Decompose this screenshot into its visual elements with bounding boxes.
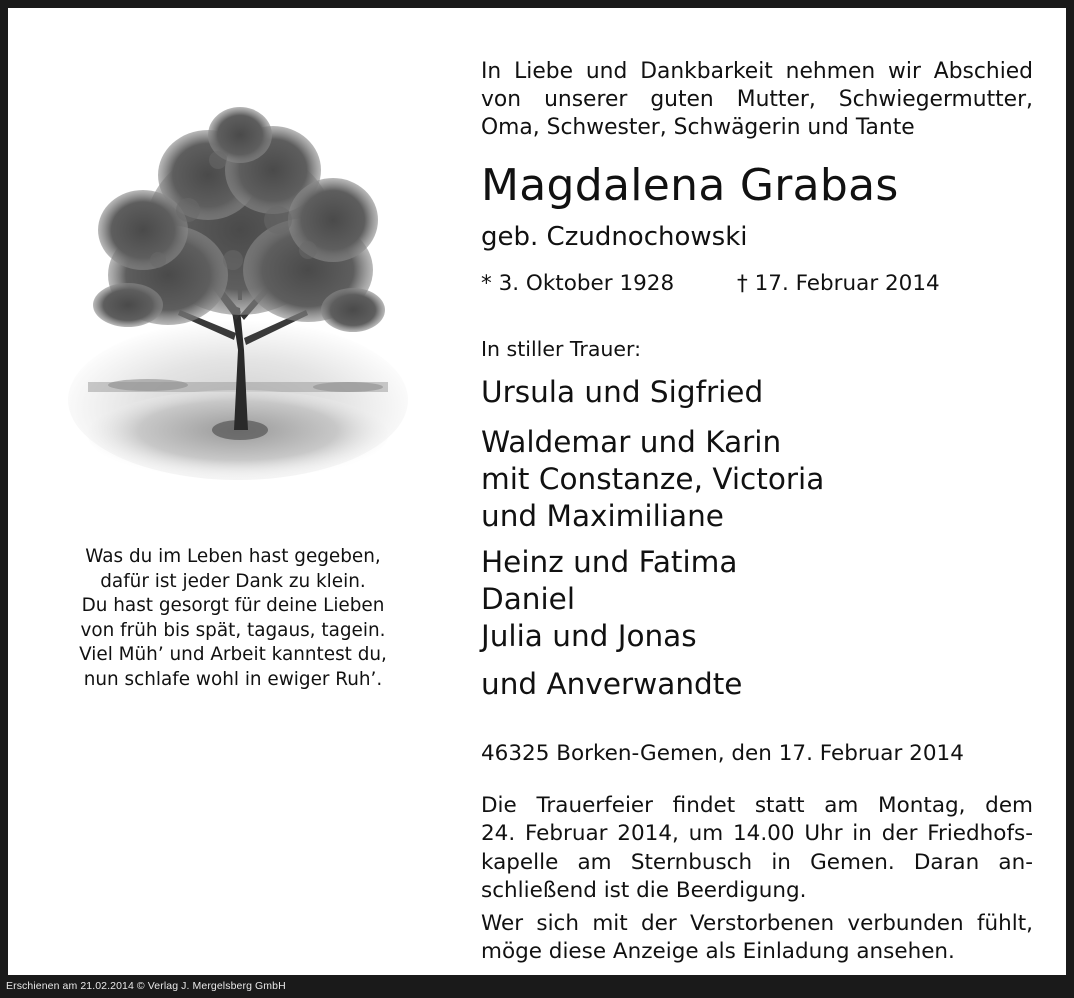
birth-date: * 3. Oktober 1928 — [481, 271, 675, 296]
poem-line: Viel Müh’ und Arbeit kanntest du, — [79, 644, 387, 666]
mourner-group — [481, 424, 1033, 535]
intro-line: von unserer guten Mutter, Schwiegermutter, — [481, 87, 1033, 112]
poem-line: nun schlafe wohl in ewiger Ruh’. — [83, 668, 383, 690]
mourner-line: Heinz und Fatima — [481, 545, 738, 579]
intro-line: In Liebe und Dankbarkeit nehmen wir Abschied — [481, 59, 1033, 84]
mourner-line: Julia und Jonas — [481, 619, 697, 653]
mourner-line: und Anverwandte — [481, 667, 743, 701]
mourners-heading: In stiller Trauer: — [481, 337, 641, 361]
ceremony-line: Die Trauerfeier findet statt am Montag, dem — [481, 793, 1033, 818]
ceremony-text — [481, 792, 1033, 906]
poem-line: Was du im Leben hast gegeben, — [85, 546, 381, 567]
mourner-line: Daniel — [481, 582, 576, 616]
mourner-line: Waldemar und Karin — [481, 425, 782, 459]
intro-line: Oma, Schwester, Schwägerin und Tante — [481, 115, 915, 140]
invitation-text — [481, 910, 1033, 967]
mourner-line: und Maximiliane — [481, 499, 724, 533]
poem-line: Du hast gesorgt für deine Lieben — [81, 595, 385, 617]
mourner-line: mit Constanze, Victoria — [481, 462, 825, 496]
mourner-line: Ursula und Sigfried — [481, 375, 764, 409]
ceremony-line: schließend ist die Beerdigung. — [481, 878, 807, 904]
ceremony-line: kapelle am Sternbusch in Gemen. Daran an- — [481, 849, 1033, 875]
obituary-card — [8, 8, 1066, 975]
poem — [38, 545, 428, 693]
place-date: 46325 Borken-Gemen, den 17. Februar 2014 — [481, 741, 964, 766]
mourner-group — [481, 666, 1033, 703]
death-date: † 17. Februar 2014 — [737, 271, 940, 296]
deceased-name: Magdalena Grabas — [481, 160, 899, 211]
mourner-group — [481, 374, 1033, 411]
life-dates — [481, 268, 1033, 300]
poem-line: von früh bis spät, tagaus, tagein. — [80, 619, 386, 641]
publication-footer: Erschienen am 21.02.2014 © Verlag J. Mergelsberg GmbH — [6, 980, 286, 992]
maiden-name: geb. Czudnochowski — [481, 222, 748, 252]
poem-line: dafür ist jeder Dank zu klein. — [100, 570, 366, 592]
intro-text — [481, 58, 1033, 142]
invitation-line: Wer sich mit der Verstorbenen verbunden fühlt, — [481, 911, 1033, 936]
ceremony-line: 24. Februar 2014, um 14.00 Uhr in der Friedhofs- — [481, 821, 1033, 847]
invitation-line: möge diese Anzeige als Einladung ansehen. — [481, 939, 955, 965]
tree-photo-icon — [58, 100, 418, 490]
mourner-group — [481, 544, 1033, 655]
